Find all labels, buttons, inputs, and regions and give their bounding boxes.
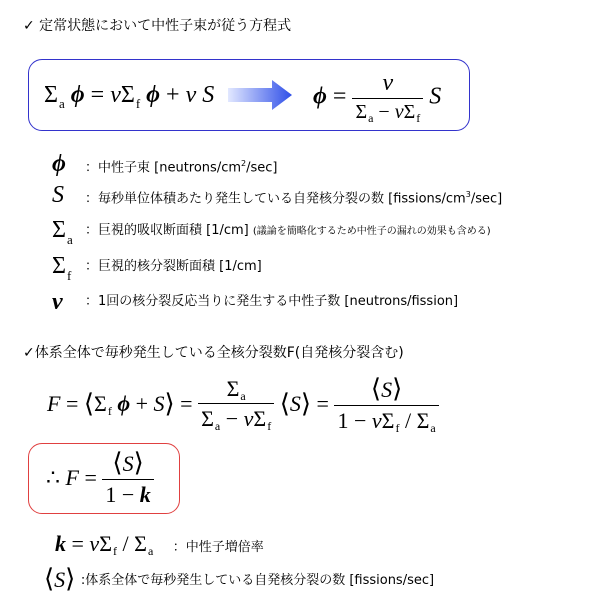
def-sigma-a: ：巨視的吸収断面積 [1/cm] (議論を簡略化するため中性子の漏れの効果も含める) bbox=[85, 223, 491, 238]
def-symbol-nu: ν bbox=[52, 289, 63, 315]
heading-total-fissions: ✓体系全体で毎秒発生している全核分裂数F(自発核分裂含む) bbox=[23, 345, 404, 361]
s-bracket-definition: ⟨S⟩ :体系全体で毎秒発生している自発核分裂の数 [fissions/sec] bbox=[44, 564, 435, 594]
heading-steady-state: ✓ 定常状態において中性子束が従う方程式 bbox=[23, 18, 292, 34]
right-arrow-icon bbox=[228, 80, 294, 110]
fission-k-equation: ∴ F = $\frac{⟨S⟩}{1 - k}$ bbox=[46, 448, 154, 508]
total-fission-equation: F = ⟨Σf ϕ + S⟩ = $\frac{\Sigma a}{\text{Σa − νΣf}}$ ⟨S⟩ = $\frac{⟨S⟩}{\text{1 − νΣf / Σa}}$ bbox=[47, 374, 439, 434]
k-definition: k = νΣf / Σa ：中性子増倍率 bbox=[55, 531, 264, 558]
def-nu: ：1回の核分裂反応当りに発生する中性子数 [neutrons/fission] bbox=[85, 294, 459, 309]
def-sigma-f: ：巨視的核分裂断面積 [1/cm] bbox=[85, 259, 262, 274]
def-s: ：毎秒単位体積あたり発生している自発核分裂の数 $[fissions/cm^3/\sec]$ bbox=[85, 190, 503, 207]
balance-equation: $\Sigma_a$ $\phi = \nu\Sigma_f$ ϕ + ν S bbox=[44, 82, 215, 111]
def-symbol-phi: ϕ bbox=[52, 151, 66, 177]
def-symbol-sigma-f: $\Sigma_f$ bbox=[52, 253, 72, 283]
flux-solution: ϕ = $\frac{\nu}{\Sigma_a - \nu\Sigma_f}$ S bbox=[313, 70, 442, 125]
def-phi: ：中性子束 $[neutrons/cm^2/\sec]$ bbox=[85, 159, 278, 176]
def-symbol-s: S bbox=[52, 182, 64, 208]
def-symbol-sigma-a: $\Sigma_a$ bbox=[52, 217, 73, 247]
